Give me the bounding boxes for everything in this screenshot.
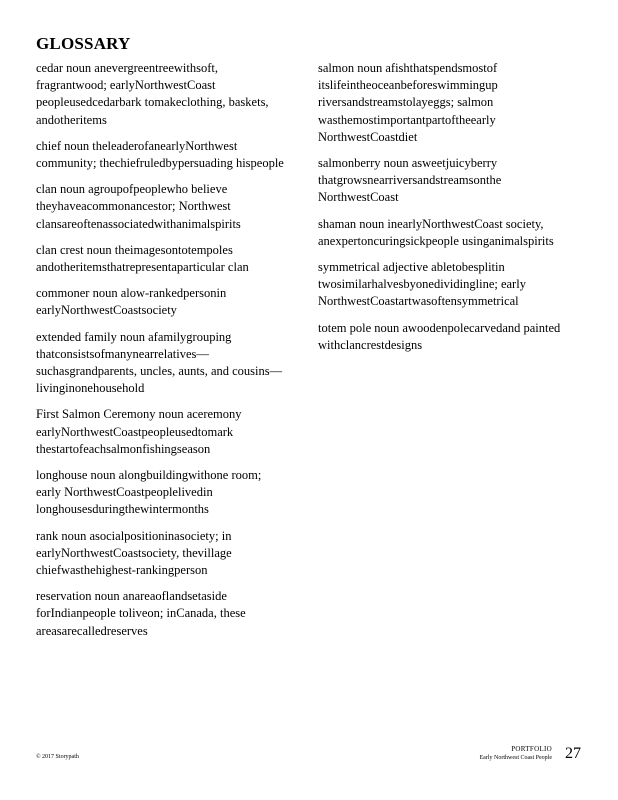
- page-number: 27: [565, 745, 581, 762]
- glossary-entry-extended-family: extended family noun afamilygrouping thatconsistsofmanynearrelatives—suchasgrandparents, uncles, aunts, and cousins—livinginonehousehold: [36, 329, 283, 396]
- glossary-entry-totem-pole: totem pole noun awoodenpolecarvedand painted withclancrestdesigns: [318, 320, 561, 352]
- glossary-column-left: [36, 60, 286, 649]
- glossary-entry-reservation: reservation noun anareaoflandsetaside forIndianpeople toliveon; inCanada, these areasarecalledreserves: [36, 589, 246, 638]
- glossary-entry-rank: rank noun asocialpositioninasociety; in earlyNorthwestCoastsociety, thevillage chiefwasthehighest-rankingperson: [36, 528, 232, 578]
- glossary-entry-shaman: shaman noun inearlyNorthwestCoast society, anexpertoncuringsickpeople usinganimalspirits: [318, 216, 554, 248]
- glossary-entry-clan-crest: clan crest noun theimagesontotempoles andotheritemsthatrepresentaparticular clan: [36, 242, 249, 275]
- glossary-entry-chief: chief noun theleaderofanearlyNorthwest community; thechiefruledbypersuading hispeople: [36, 138, 284, 171]
- glossary-entry-first-salmon-ceremony: First Salmon Ceremony noun aceremony earlyNorthwestCoastpeopleusedtomark thestartofeachsalmonfishingseason: [36, 407, 242, 456]
- glossary-entry-cedar: cedar noun anevergreentreewithsoft, fragrantwood; earlyNorthwestCoast peopleusedcedarbark tomakeclothing, baskets, andotheritems: [36, 61, 269, 127]
- glossary-entry-symmetrical: symmetrical adjective abletobesplitin twosimilarhalvesbyonedividingline; early NorthwestCoastartwasoftensymmetrical: [318, 260, 526, 309]
- portfolio-subtitle: Early Northwest Coast People: [479, 755, 552, 761]
- page-title: GLOSSARY: [36, 34, 131, 53]
- glossary-entry-salmonberry: salmonberry noun asweetjuicyberry thatgrowsnearriversandstreamsonthe NorthwestCoast: [318, 156, 502, 205]
- portfolio-label: PORTFOLIO: [511, 745, 552, 753]
- footer-portfolio-block: [480, 745, 553, 763]
- glossary-column-right: [318, 60, 568, 363]
- glossary-entry-salmon: salmon noun afishthatspendsmostof itslifeintheoceanbeforeswimmingup riversandstreamstolayeggs; salmon wasthemostimportantpartoftheearly NorthwestCoastdiet: [318, 61, 498, 144]
- glossary-entry-longhouse: longhouse noun alongbuildingwithone room; early NorthwestCoastpeoplelivedin longhousesduringthewintermonths: [36, 468, 262, 517]
- glossary-entry-commoner: commoner noun alow-rankedpersonin earlyNorthwestCoastsociety: [36, 286, 227, 318]
- glossary-entry-clan: clan noun agroupofpeoplewho believe theyhaveacommonancestor; Northwest clansareoftenassociatedwithanimalspirits: [36, 182, 241, 231]
- copyright-notice: © 2017 Storypath: [36, 754, 79, 760]
